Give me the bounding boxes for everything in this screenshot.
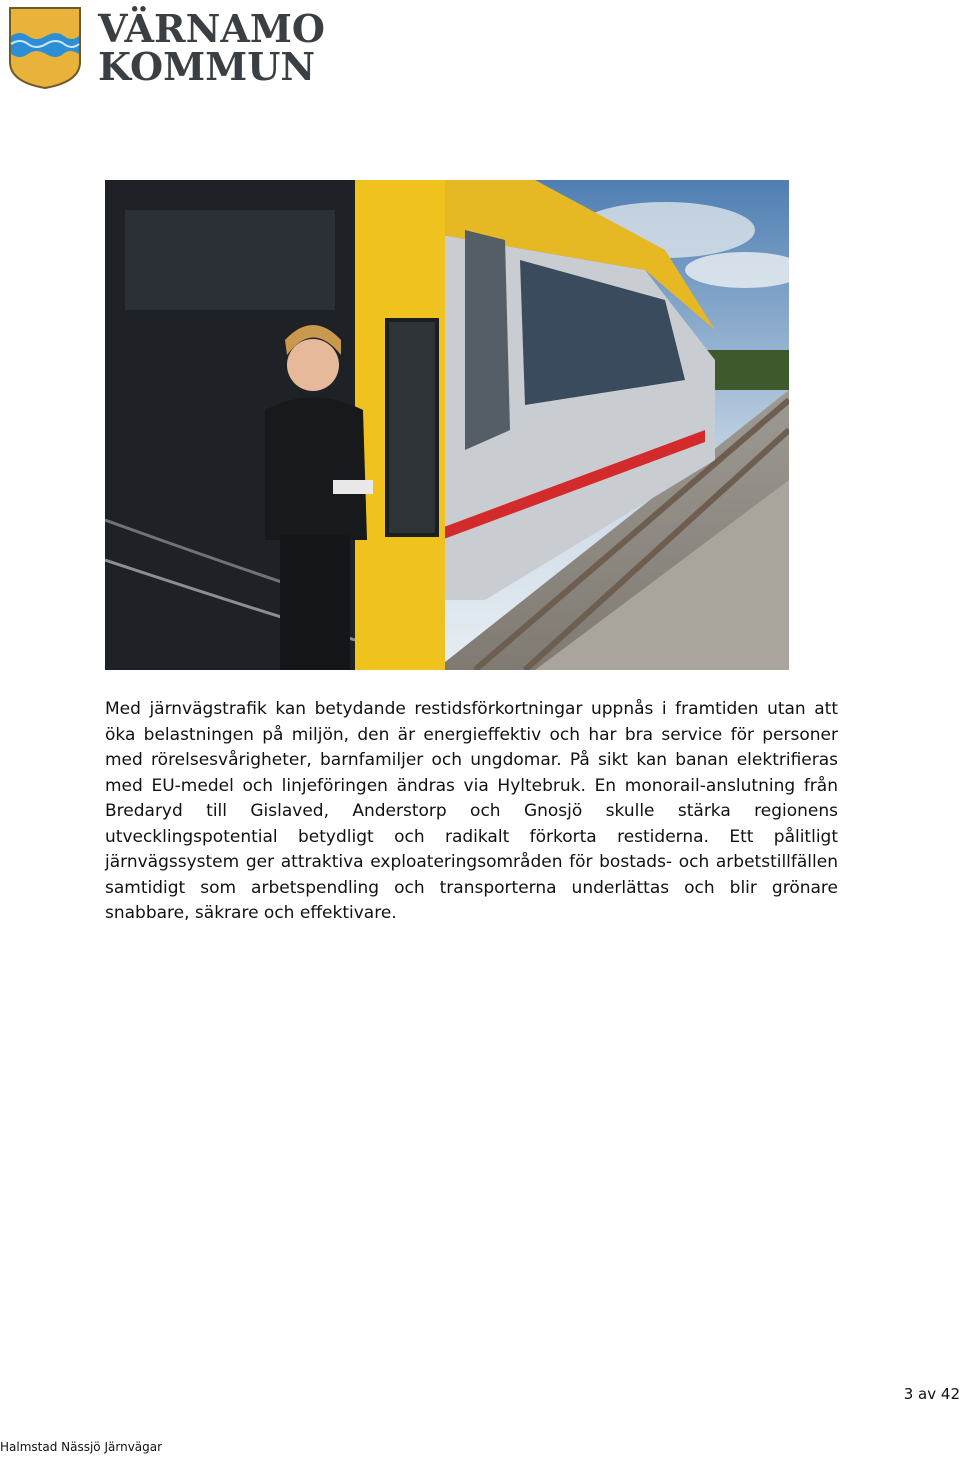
coat-of-arms-icon [8, 6, 82, 90]
logo-text-line2: KOMMUN [98, 44, 316, 89]
page-number: 3 av 42 [903, 1385, 960, 1403]
train-photo [105, 180, 789, 670]
varnamo-kommun-logo [8, 6, 325, 92]
footer-text: Halmstad Nässjö Järnvägar [0, 1440, 163, 1454]
body-paragraph: Med järnvägstrafik kan betydande restidsförkortningar uppnås i framtiden utan att öka belastningen på miljön, den är energieffektiv och har bra service för personer med rörelsesvårigheter, barnfamiljer och ungdomar. På sikt kan banan elektrifieras med EU-medel och linjeföringen ändras via Hyltebruk. En monorail-anslutning från Bredaryd till Gislaved, Anderstorp och Gnosjö skulle stärka regionens utvecklingspotential betydligt och radikalt förkorta restiderna. Ett pålitligt järnvägssystem ger attraktiva exploateringsområden för bostads- och arbetstillfällen samtidigt som arbetspendling och transporterna underlättas och blir grönare snabbare, säkrare och effektivare. [105, 699, 838, 923]
logo-text-line1: VÄRNAMO [98, 6, 325, 51]
